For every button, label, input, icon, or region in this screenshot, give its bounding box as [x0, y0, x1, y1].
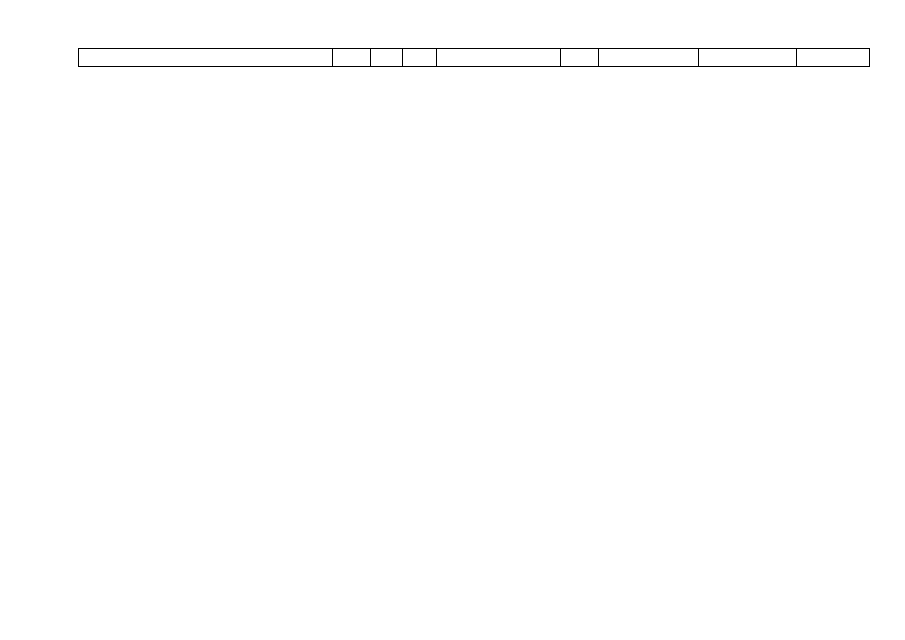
header-2021 [796, 48, 870, 67]
table-header [78, 48, 870, 67]
header-csr [436, 48, 560, 67]
header-2020 [698, 48, 796, 67]
header-rz [370, 48, 402, 67]
header-ved [332, 48, 370, 67]
header-name [78, 48, 332, 67]
header-vr [560, 48, 598, 67]
header-2019 [598, 48, 698, 67]
header-bottom-border [78, 66, 870, 67]
header-pr [402, 48, 436, 67]
